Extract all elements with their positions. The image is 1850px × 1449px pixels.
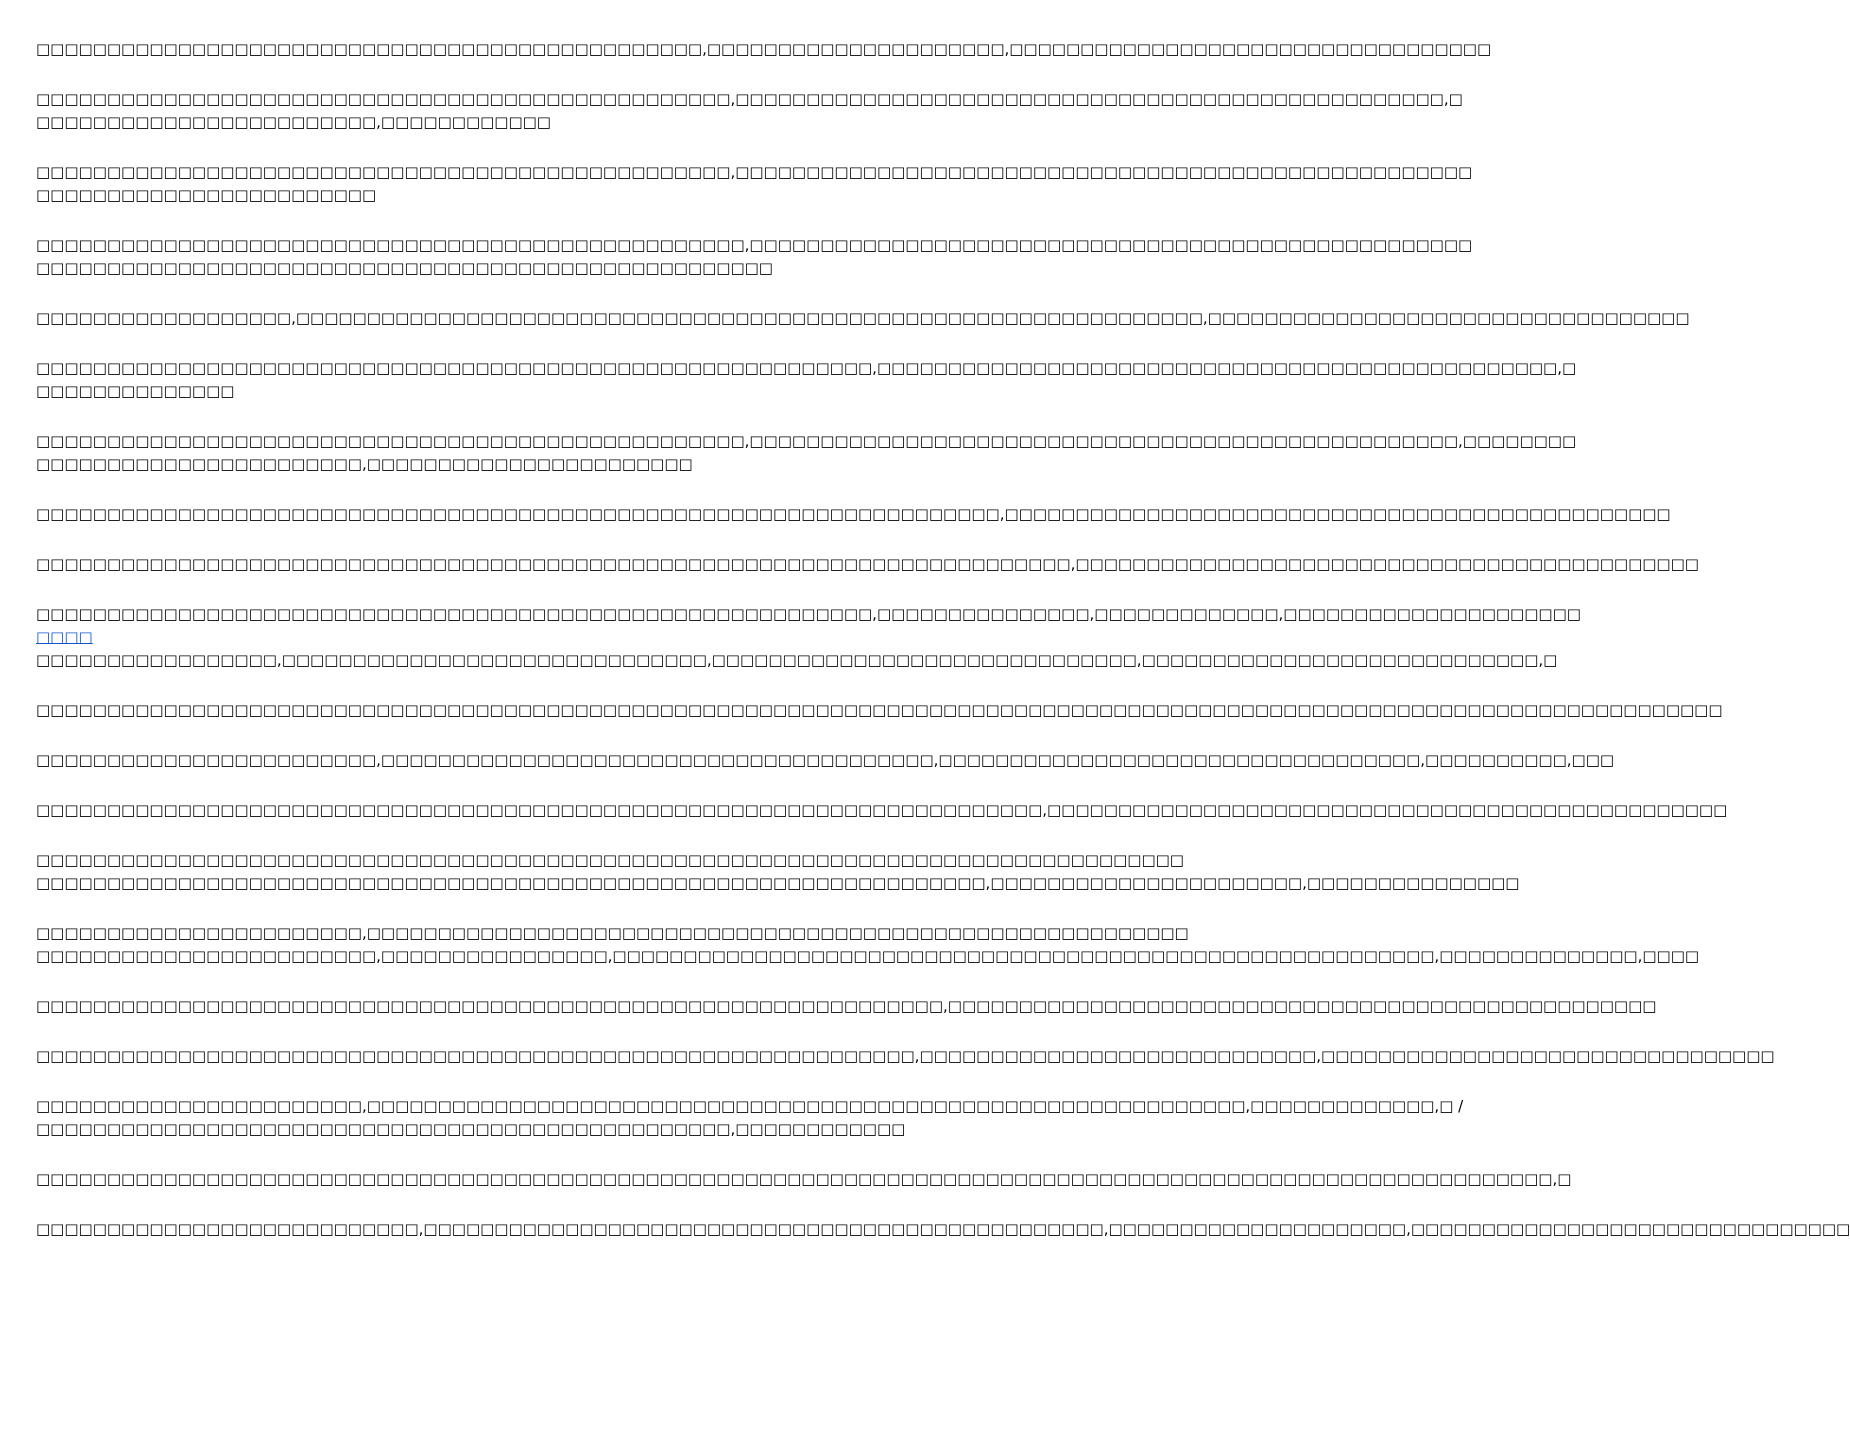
paragraph [36,430,1577,476]
document-body [36,38,1850,1268]
paragraph-line: □□□□□□□□□□□□□□□□□□□□□□□□□□□,□□□□□□□□□□□□□□□□□□□□□□□□□□□□□□□□□□□□□□□□□□□□□□□□,□□□□□□□□□□□□□□□□□□□□□,□□□□□□□□□□□□□□□□□□□□□□□□□□□□□□□ [36,1220,1850,1238]
paragraph-with-link [36,603,1581,672]
paragraph-line: □□□□□□□□□□□□□□□□□□□□□□□□,□□□□□□□□□□□□ [36,113,551,131]
paragraph-line: □□□□□□□□□□□□□□□□□□□□□□□□□□□□□□□□□□□□□□□□□□□□□□□□□□□□□□□□□□□,□□□□□□□□□□□□□□□□□□□□□□□□□□□□□□□□□□□□□□□□□□□□□□□□,□ [36,359,1577,377]
paragraph-group [36,699,1850,1241]
paragraph-line: □□□□□□□□□□□□□□□□□□□□□□□□,□□□□□□□□□□□□□□□□,□□□□□□□□□□□□□□□□□□□□□□□□□□□□□□□□□□□□□□□□□□□□□□□□□□□□□□□□□□,□□□□□□□□□□□□□□,□□□□ [36,947,1700,965]
paragraph-line: □□□□□□□□□□□□□□□□□□,□□□□□□□□□□□□□□□□□□□□□□□□□□□□□□□□□□□□□□□□□□□□□□□□□□□□□□□□□□□□□□□□,□□□□□□□□□□□□□□□□□□□□□□□□□□□□□□□□□□ [36,309,1690,327]
paragraph [36,699,1723,722]
paragraph-line: □□□□□□□□□□□□□□□□□□□□□□□□□□□□□□□□□□□□□□□□□□□□□□□□□,□□□□□□□□□□□□□□□□□□□□□□□□□□□□□□□□□□□□□□□□□□□□□□□□□□□□ [36,163,1473,181]
paragraph-line: □□□□□□□□□□□□□□□□□□□□□□□□□□□□□□□□□□□□□□□□□□□□□□□□□□□□□□□□□□□□□□□□□□□□□□□□□□□□□□□□□ [36,851,1184,869]
paragraph-group [36,38,1699,576]
paragraph [36,1095,1464,1141]
paragraph-line: □□□□□□□□□□□□□□□□□□□□□□□□□□□□□□□□□□□□□□□□□□□□□□□□□□,□□□□□□□□□□□□□□□□□□□□□□□□□□□□□□□□□□□□□□□□□□□□□□□□□□□ [36,236,1473,254]
paragraph-line: □□□□□□□□□□□□□□□□□□□□□□□□□□□□□□□□□□□□□□□□□□□□□□□□□□□□□□□□□□□□□□□□,□□□□□□□□□□□□□□□□□□□□□□□□□□□□□□□□□□□□□□□□□□□□□□□□□□ [36,997,1657,1015]
paragraph [36,234,1473,280]
paragraph-line: □□□□□□□□□□□□□□□□□□□□□□□□,□□□□□□□□□□□□□□□□□□□□□□□□□□□□□□□□□□□□□□□,□□□□□□□□□□□□□□□□□□□□□□□□□□□□□□□□□□,□□□□□□□□□□,□□□ [36,751,1615,769]
paragraph-line: □□□□□□□□□□□□□□□□□□□□□□□□□□□□□□□□□□□□□□□□□□□□□□□□□,□□□□□□□□□□□□ [36,1120,906,1138]
link-line [36,626,990,649]
paragraph-line: □□□□□□□□□□□□□□□□□□□□□□□□ [36,186,377,204]
paragraph-line: □□□□□□□□□□□□□□□□□□□□□□□□□□□□□□□□□□□□□□□□□□□□□□□□□□□□□□□□□□□□□□□□□□□,□□□□□□□□□□□□□□□□□□□□□□,□□□□□□□□□□□□□□□ [36,874,1520,892]
paragraph [36,553,1699,576]
paragraph [36,749,1615,772]
paragraph [36,38,1492,61]
paragraph-line: □□□□□□□□□□□□□□□□□□□□□□□□□□□□□□□□□□□□□□□□□□□□□□□□□□□□□□□□□□□,□□□□□□□□□□□□□□□,□□□□□□□□□□□□□,□□□□□□□□□□□□□□□□□□□□□ [36,605,1581,623]
paragraph-line: □□□□□□□□□□□□□□□□□□□□□□□□□□□□□□□□□□□□□□□□□□□□□□□□□□□□□□□□□□□□□□□□□□□□□□□,□□□□□□□□□□□□□□□□□□□□□□□□□□□□□□□□□□□□□□□□□□□□□□□□ [36,801,1728,819]
paragraph [36,357,1577,403]
paragraph-line: □□□□□□□□□□□□□□□□□□□□□□□,□□□□□□□□□□□□□□□□□□□□□□□□□□□□□□□□□□□□□□□□□□□□□□□□□□□□□□□□□□ [36,924,1189,942]
paragraph-line: □□□□□□□□□□□□□□□□□□□□□□□,□□□□□□□□□□□□□□□□□□□□□□□□□□□□□□□□□□□□□□□□□□□□□□□□□□□□□□□□□□□□□□,□□□□□□□□□□□□□,□ / [36,1097,1464,1115]
paragraph [36,307,1690,330]
paragraph-line: □□□□□□□□□□□□□□□□□□□□□□□□□□□□□□□□□□□□□□□□□□□□□□□,□□□□□□□□□□□□□□□□□□□□□,□□□□□□□□□□□□□□□□□□□□□□□□□□□□□□□□□□ [36,40,1492,58]
paragraph [36,922,1700,968]
paragraph [36,161,1473,207]
paragraph-line: □□□□□□□□□□□□□□□□□□□□□□□,□□□□□□□□□□□□□□□□□□□□□□□ [36,455,693,473]
paragraph-line: □□□□□□□□□□□□□□□□□□□□□□□□□□□□□□□□□□□□□□□□□□□□□□□□□□□□□□□□□□□□□□□□□□□□,□□□□□□□□□□□□□□□□□□□□□□□□□□□□□□□□□□□□□□□□□□□□□□□ [36,505,1671,523]
paragraph [36,1045,1775,1068]
paragraph [36,995,1657,1018]
paragraph [36,799,1728,822]
paragraph [36,1168,1572,1191]
text-link[interactable]: □□□□ [36,628,93,646]
paragraph [36,88,1463,134]
paragraph-line: □□□□□□□□□□□□□□□□□□□□□□□□□□□□□□□□□□□□□□□□□□□□□□□□□□□□□□□□□□□□□□□□□□□□□□□□□□□□□□□□□□□□□□□□□□□□□□□□□□□□□□□□□□□,□ [36,1170,1572,1188]
paragraph-line: □□□□□□□□□□□□□□□□□□□□□□□□□□□□□□□□□□□□□□□□□□□□□□□□□,□□□□□□□□□□□□□□□□□□□□□□□□□□□□□□□□□□□□□□□□□□□□□□□□□□,□ [36,90,1463,108]
paragraph [36,1218,1850,1241]
paragraph-line: □□□□□□□□□□□□□□□□□□□□□□□□□□□□□□□□□□□□□□□□□□□□□□□□□□,□□□□□□□□□□□□□□□□□□□□□□□□□□□□□□□□□□□□□□□□□□□□□□□□□□,□□□□□□□□ [36,432,1577,450]
paragraph-line: □□□□□□□□□□□□□□ [36,382,235,400]
paragraph-line: □□□□□□□□□□□□□□□□□□□□□□□□□□□□□□□□□□□□□□□□□□□□□□□□□□□□□□□□□□□□□□,□□□□□□□□□□□□□□□□□□□□□□□□□□□□,□□□□□□□□□□□□□□□□□□□□□□□□□□□□□□□□ [36,1047,1775,1065]
paragraph-line: □□□□□□□□□□□□□□□□□□□□□□□□□□□□□□□□□□□□□□□□□□□□□□□□□□□□□□□□□□□□□□□□□□□□□□□□□□□□□□□□□□□□□□□□□□□□□□□□□□□□□□□□□□□□□□□□□□□□□□□ [36,701,1723,719]
paragraph-line: □□□□□□□□□□□□□□□□□□□□□□□□□□□□□□□□□□□□□□□□□□□□□□□□□□□□□□□□□□□□□□□□□□□□□□□□□,□□□□□□□□□□□□□□□□□□□□□□□□□□□□□□□□□□□□□□□□□□□□ [36,555,1699,573]
paragraph [36,849,1520,895]
paragraph-line: □□□□□□□□□□□□□□□□□,□□□□□□□□□□□□□□□□□□□□□□□□□□□□□□,□□□□□□□□□□□□□□□□□□□□□□□□□□□□□□,□□□□□□□□□□□□□□□□□□□□□□□□□□□□,□ [36,651,1558,669]
paragraph [36,503,1671,526]
paragraph-line: □□□□□□□□□□□□□□□□□□□□□□□□□□□□□□□□□□□□□□□□□□□□□□□□□□□□ [36,259,773,277]
